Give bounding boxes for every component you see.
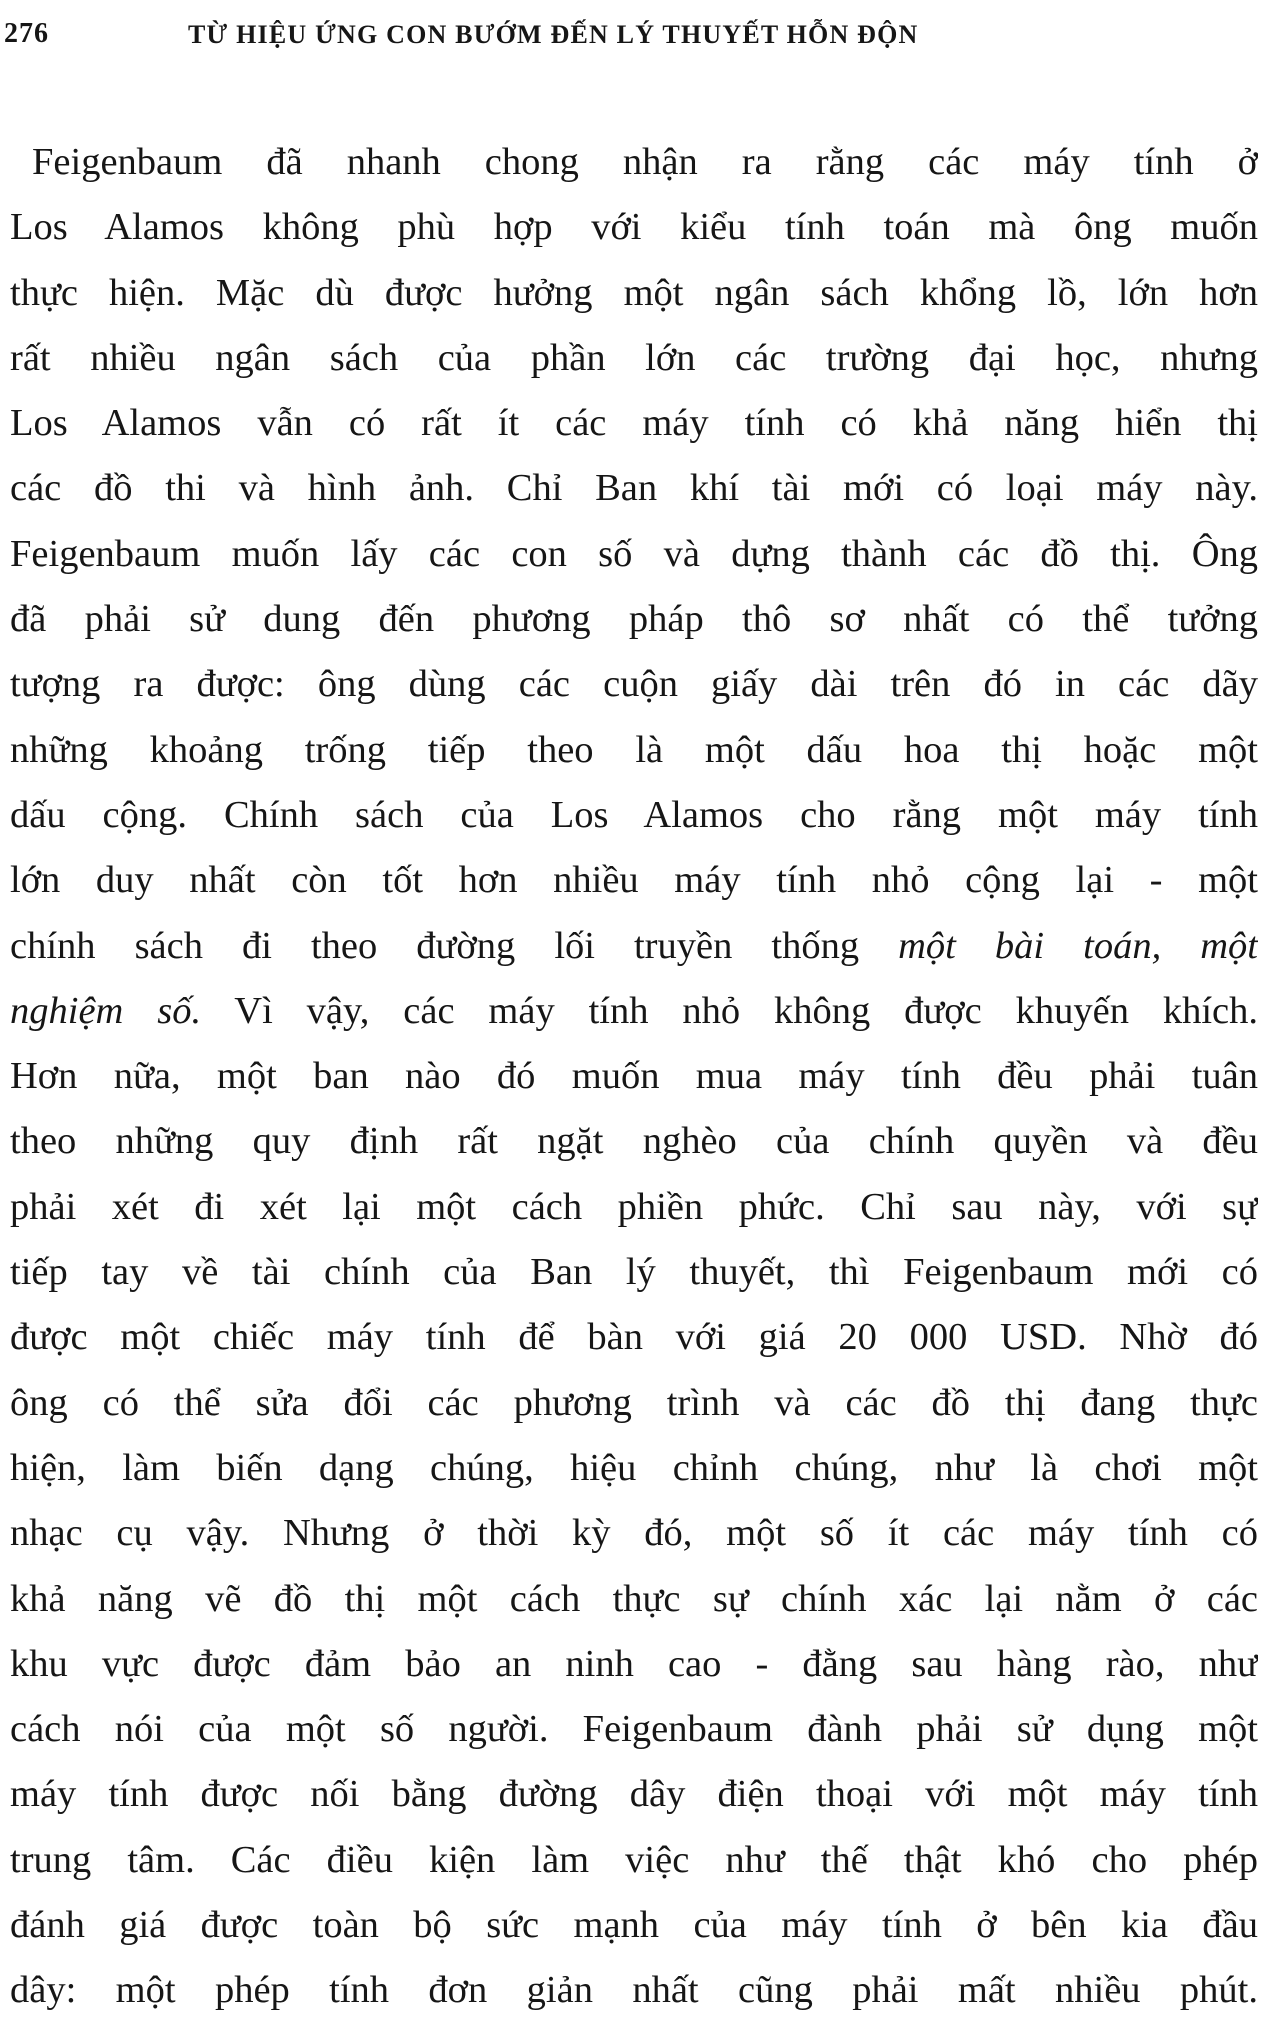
- text-line: theo những quy định rất ngặt nghèo của chính quyền và đều: [10, 1120, 1258, 1163]
- italic-phrase: nghiệm số.: [10, 989, 202, 1032]
- text-line: các đồ thi và hình ảnh. Chỉ Ban khí tài mới có loại máy này.: [10, 467, 1258, 510]
- text-line: khu vực được đảm bảo an ninh cao - đằng sau hàng rào, như: [10, 1642, 1258, 1685]
- text-line: rất nhiều ngân sách của phần lớn các trường đại học, nhưng: [10, 336, 1258, 379]
- page-number: 276: [4, 18, 49, 49]
- text-line: khả năng vẽ đồ thị một cách thực sự chính xác lại nằm ở các: [10, 1577, 1258, 1620]
- body-paragraph: [10, 130, 1258, 2024]
- text-line: những khoảng trống tiếp theo là một dấu hoa thị hoặc một: [10, 728, 1258, 771]
- text-line: Feigenbaum đã nhanh chong nhận ra rằng các máy tính ở: [32, 141, 1258, 183]
- text-line: phải xét đi xét lại một cách phiền phức. Chỉ sau này, với sự: [10, 1185, 1258, 1228]
- italic-phrase: một bài toán, một: [898, 924, 1258, 967]
- text-line: tiếp tay về tài chính của Ban lý thuyết, thì Feigenbaum mới có: [10, 1251, 1258, 1294]
- text-line: cách nói của một số người. Feigenbaum đành phải sử dụng một: [10, 1708, 1258, 1751]
- book-title: TỪ HIỆU ỨNG CON BƯỚM ĐẾN LÝ THUYẾT HỖN ĐỘN: [188, 20, 919, 49]
- text-line: Hơn nữa, một ban nào đó muốn mua máy tính đều phải tuân: [10, 1055, 1258, 1098]
- text-line: đánh giá được toàn bộ sức mạnh của máy tính ở bên kia đầu: [10, 1904, 1258, 1947]
- text-line: nhạc cụ vậy. Nhưng ở thời kỳ đó, một số ít các máy tính có: [10, 1512, 1258, 1555]
- text-line: tượng ra được: ông dùng các cuộn giấy dài trên đó in các dãy: [10, 663, 1258, 706]
- text-line: hiện, làm biến dạng chúng, hiệu chỉnh chúng, như là chơi một: [10, 1446, 1258, 1489]
- text-line: Los Alamos không phù hợp với kiểu tính toán mà ông muốn: [10, 206, 1258, 249]
- text-line: máy tính được nối bằng đường dây điện thoại với một máy tính: [10, 1773, 1258, 1816]
- text-line: dây: một phép tính đơn giản nhất cũng phải mất nhiều phút.: [10, 1969, 1258, 2012]
- text-line: ông có thể sửa đổi các phương trình và các đồ thị đang thực: [10, 1381, 1258, 1424]
- text-line: dấu cộng. Chính sách của Los Alamos cho rằng một máy tính: [10, 793, 1258, 836]
- text-line: nghiệm số. Vì vậy, các máy tính nhỏ không được khuyến khích.: [10, 989, 1258, 1032]
- text-line: thực hiện. Mặc dù được hưởng một ngân sách khổng lồ, lớn hơn: [10, 271, 1258, 314]
- running-header: [0, 6, 1250, 56]
- text-line: Los Alamos vẫn có rất ít các máy tính có khả năng hiển thị: [10, 402, 1258, 445]
- text-line: Feigenbaum muốn lấy các con số và dựng thành các đồ thị. Ông: [10, 532, 1258, 575]
- text-line: được một chiếc máy tính để bàn với giá 20 000 USD. Nhờ đó: [10, 1316, 1258, 1359]
- text-line: chính sách đi theo đường lối truyền thống một bài toán, một: [10, 924, 1258, 967]
- text-line: trung tâm. Các điều kiện làm việc như thế thật khó cho phép: [10, 1838, 1258, 1881]
- text-line: lớn duy nhất còn tốt hơn nhiều máy tính nhỏ cộng lại - một: [10, 859, 1258, 902]
- text-line: đã phải sử dung đến phương pháp thô sơ nhất có thể tưởng: [10, 598, 1258, 641]
